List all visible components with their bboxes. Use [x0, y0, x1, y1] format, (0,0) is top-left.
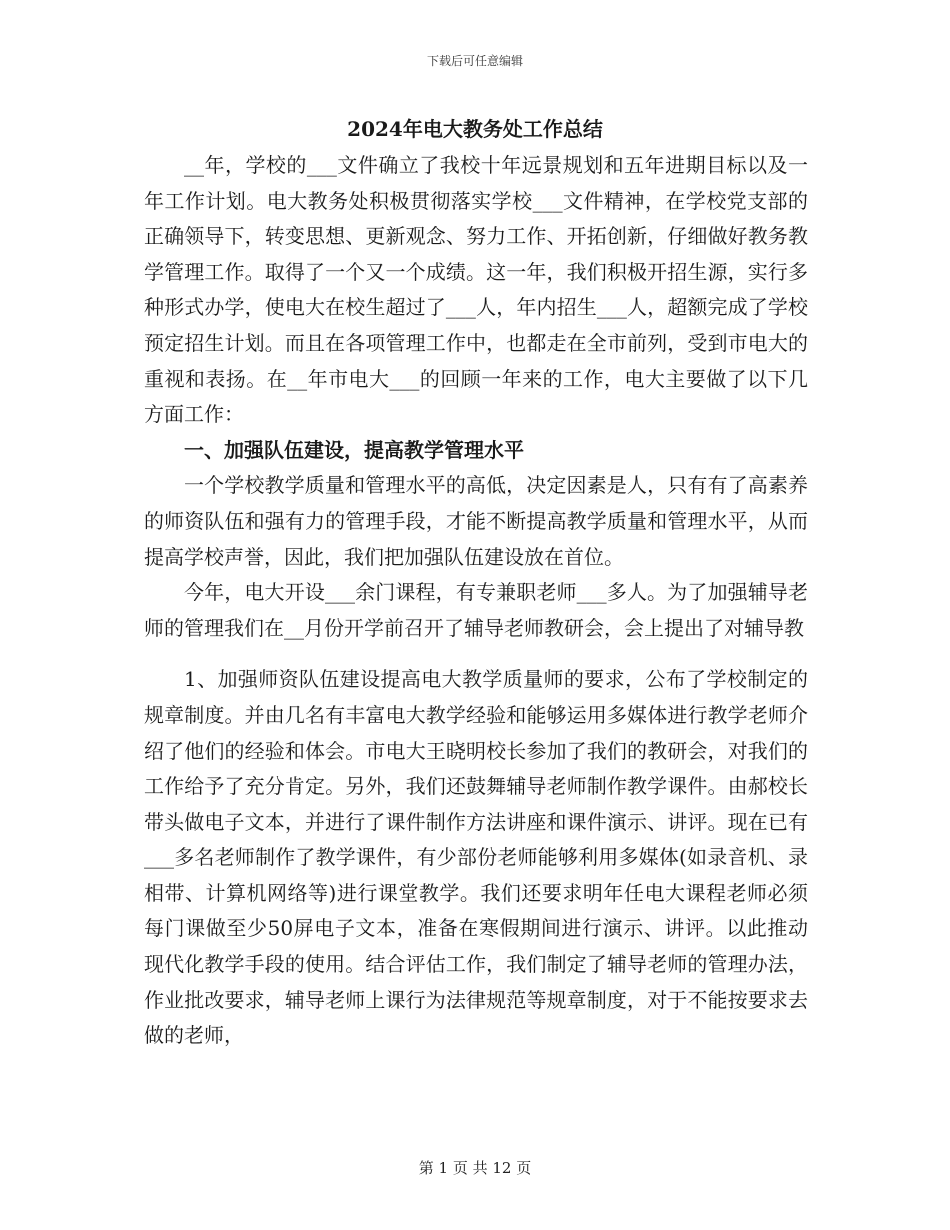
page-footer: 第 1 页 共 12 页	[418, 1159, 532, 1177]
header-note: 下载后可任意编辑	[426, 54, 523, 68]
paragraph-item-1: 1、加强师资队伍建设提高电大教学质量师的要求，公布了学校制定的规章制度。并由几名有丰富电大教学经验和能够运用多媒体进行教学老师介绍了他们的经验和体会。市电大王晓明校长参加了我们的教研会，对我们的工作给予了充分肯定。另外，我们还鼓舞辅导老师制作教学课件。由郝校长带头做电子文本，并进行了课件制作方法讲座和课件演示、讲评。现在已有___多名老师制作了教学课件，有少部份老师能够利用多媒体(如录音机、录相带、计算机网络等)进行课堂教学。我们还要求明年任电大课程老师必须每门课做至少50屏电子文本，准备在寒假期间进行演示、讲评。以此推动现代化教学手段的使用。结合评估工作，我们制定了辅导老师的管理办法，作业批改要求，辅导老师上课行为法律规范等规章制度，对于不能按要求去做的老师，	[144, 667, 808, 1048]
paragraph-team-quality: 一个学校教学质量和管理水平的高低，决定因素是人，只有有了高素养的师资队伍和强有力的管理手段，才能不断提高教学质量和管理水平，从而提高学校声誉，因此，我们把加强队伍建设放在首位。	[144, 473, 808, 569]
paragraph-gap	[144, 646, 808, 662]
section-heading-1: 一、加强队伍建设，提高教学管理水平	[184, 437, 524, 462]
paragraph-intro: __年，学校的___文件确立了我校十年远景规划和五年进期目标以及一年工作计划。电大教务处积极贯彻落实学校___文件精神，在学校党支部的正确领导下，转变思想、更新观念、努力工作、开拓创新，仔细做好教务教学管理工作。取得了一个又一个成绩。这一年，我们积极开招生源，实行多种形式办学，使电大在校生超过了___人，年内招生___人，超额完成了学校预定招生计划。而且在各项管理工作中，也都走在全市前列，受到市电大的重视和表扬。在__年市电大___的回顾一年来的工作，电大主要做了以下几方面工作：	[144, 153, 808, 427]
document-body	[144, 148, 808, 1054]
paragraph-courses: 今年，电大开设___余门课程，有专兼职老师___多人。为了加强辅导老师的管理我们在__月份开学前召开了辅导老师教研会，会上提出了对辅导教	[144, 580, 808, 640]
document-title: 2024年电大教务处工作总结	[347, 117, 603, 141]
